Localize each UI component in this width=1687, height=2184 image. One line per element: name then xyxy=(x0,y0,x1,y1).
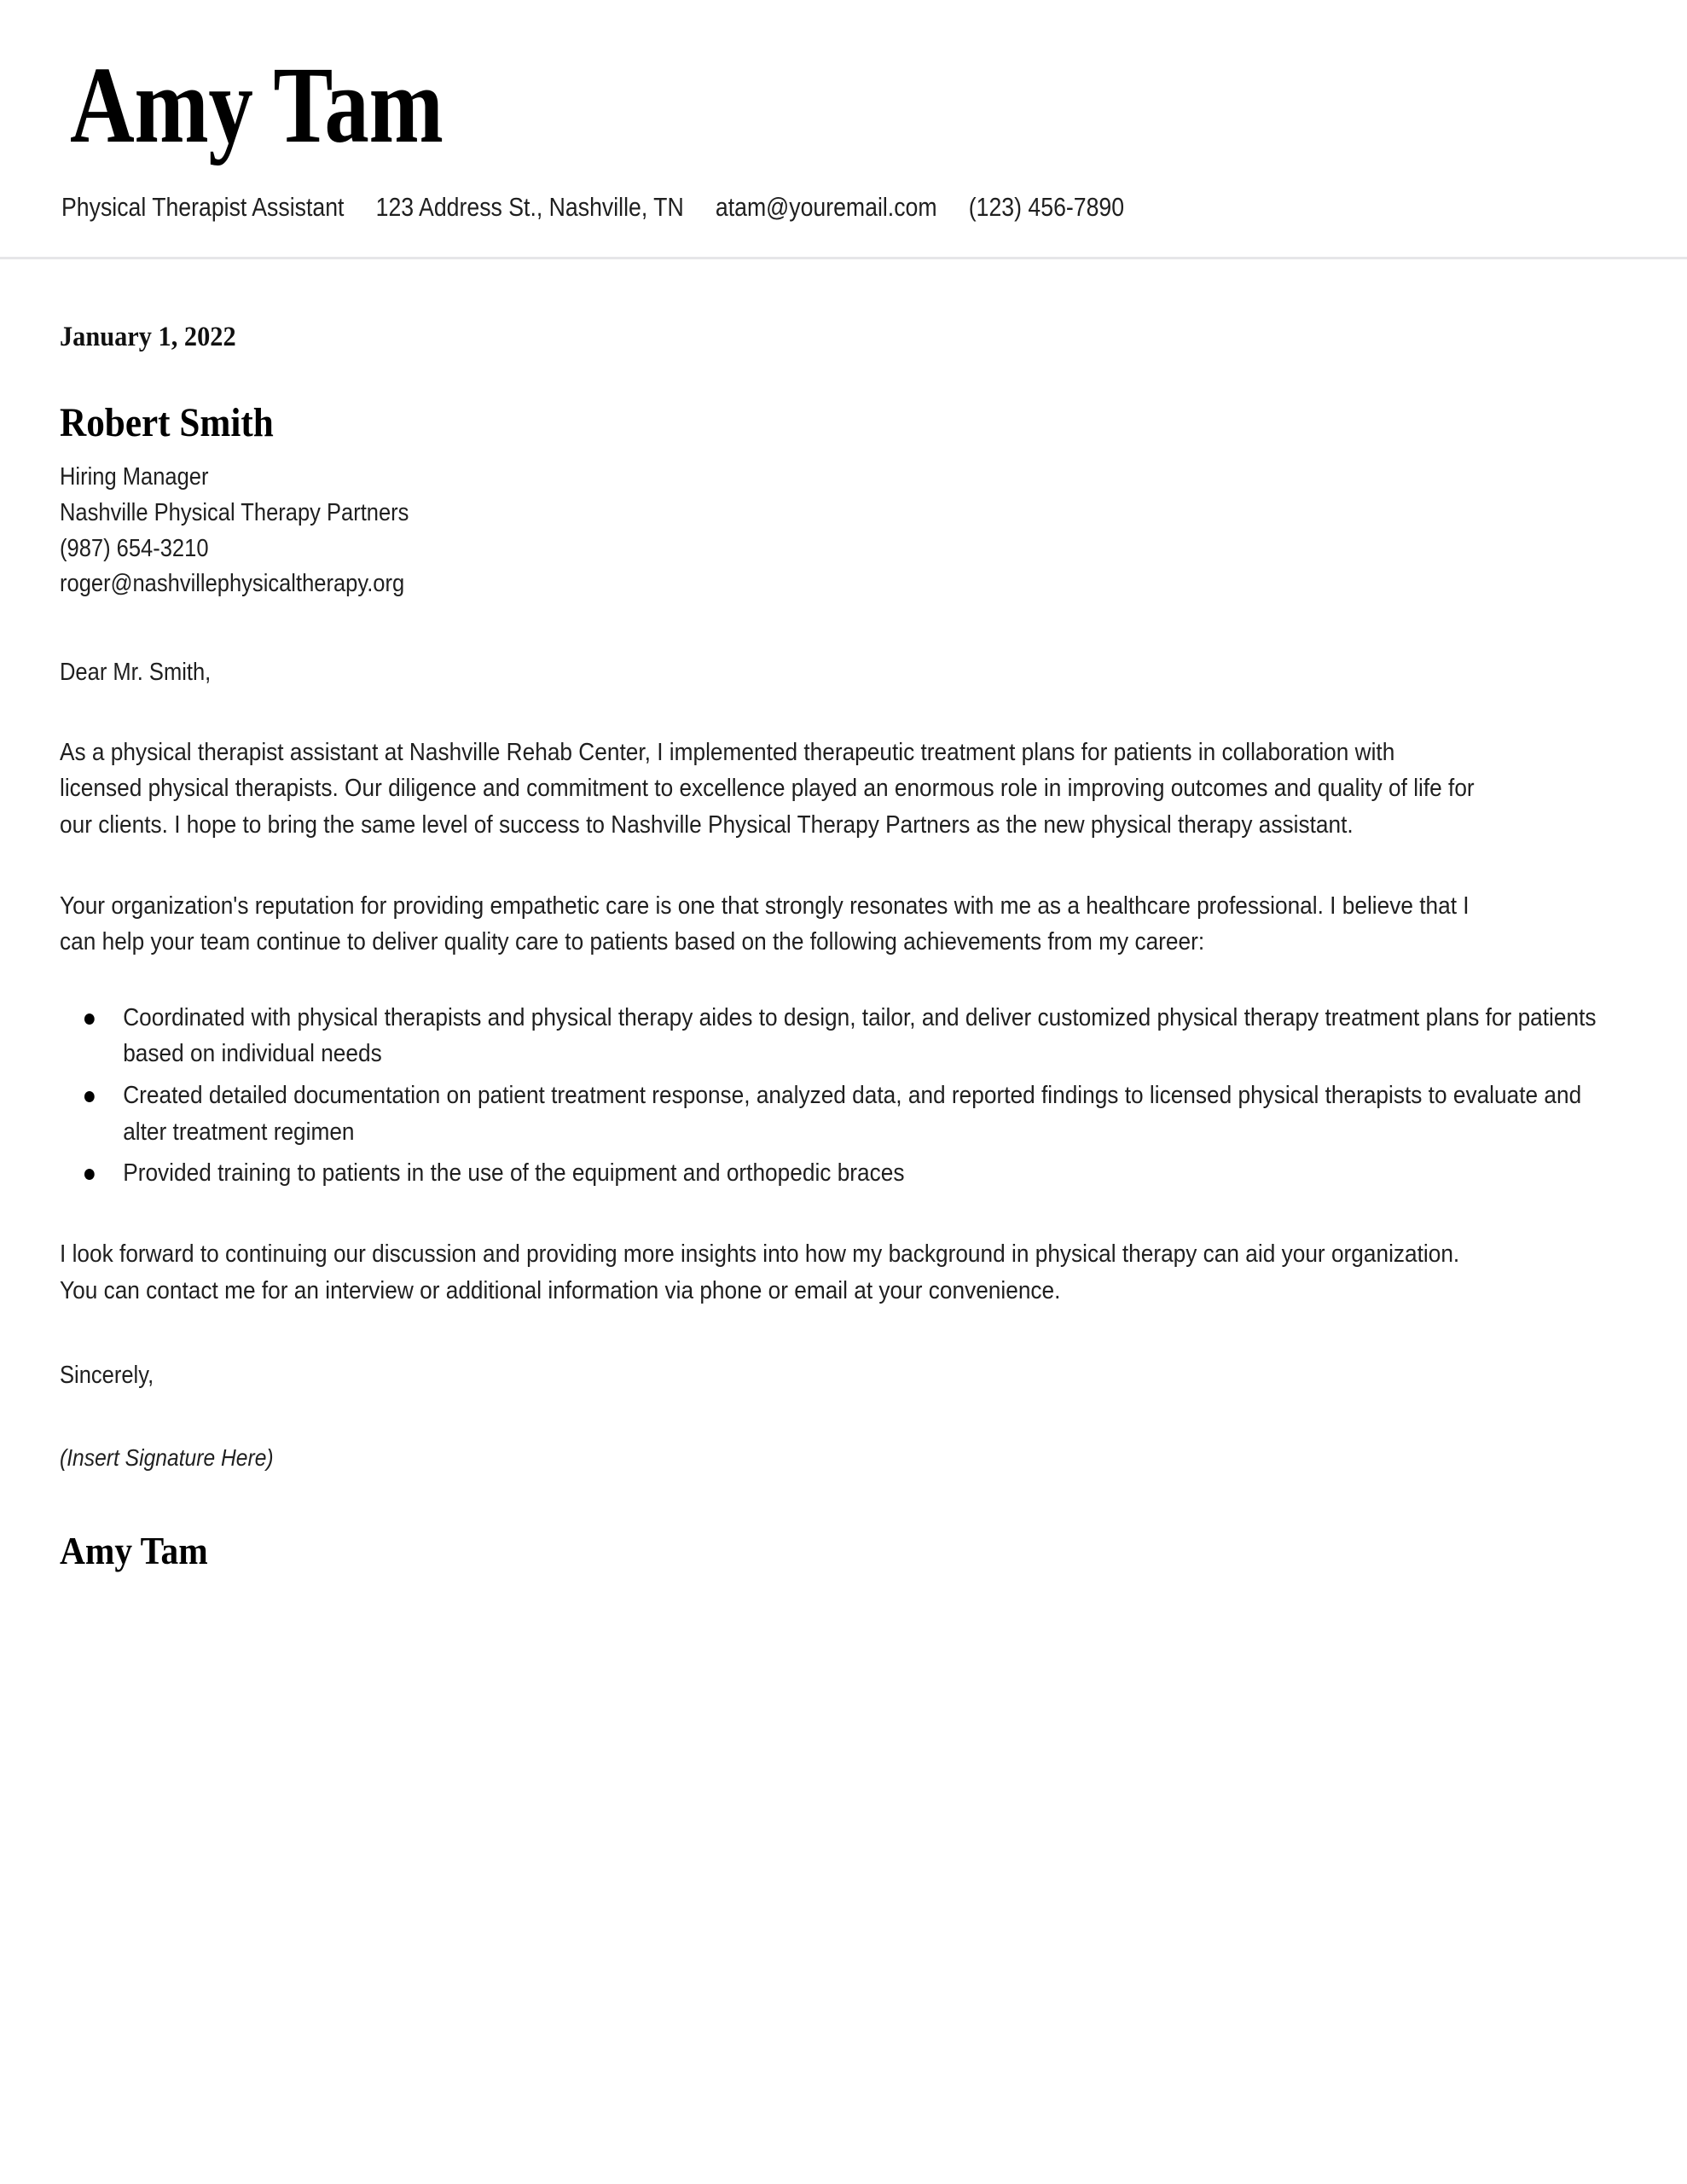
contact-address: 123 Address St., Nashville, TN xyxy=(375,191,684,222)
recipient-details xyxy=(60,460,1439,602)
list-item xyxy=(60,1077,1627,1150)
body-paragraph-2: Your organization's reputation for providing empathetic care is one that strongly resonates with me as a healthcare professional. I believe that I can help your team continue to deliver quality care to patients based on the following achievements from my career: xyxy=(60,892,1470,956)
body-paragraph-1: As a physical therapist assistant at Nashville Rehab Center, I implemented therapeutic treatment plans for patients in collaboration with licensed physical therapists. Our diligence and commitment to excellence played an enormous role in improving outcomes and quality of life for our clients. I hope to bring the same level of success to Nashville Physical Therapy Partners as the new physical therapy assistant. xyxy=(60,738,1475,839)
contact-line xyxy=(61,190,1408,224)
bullet-icon xyxy=(84,1169,95,1180)
signature-placeholder: (Insert Signature Here) xyxy=(60,1443,274,1471)
recipient-phone[interactable]: (987) 654-3210 xyxy=(60,534,209,562)
letter-date: January 1, 2022 xyxy=(60,321,236,352)
salutation: Dear Mr. Smith, xyxy=(60,659,212,687)
page-title: Amy Tam xyxy=(70,44,443,166)
sign-off: Sincerely, xyxy=(60,1362,154,1390)
recipient-email[interactable]: roger@nashvillephysicaltherapy.org xyxy=(60,570,405,598)
signature-name: Amy Tam xyxy=(60,1528,208,1572)
list-item xyxy=(60,1000,1627,1072)
contact-email[interactable]: atam@youremail.com xyxy=(715,191,937,222)
contact-job-title: Physical Therapist Assistant xyxy=(61,191,345,222)
bullet-icon xyxy=(84,1091,95,1102)
closing-paragraph: I look forward to continuing our discussion and providing more insights into how my background in physical therapy can aid your organization. You can contact me for an interview or additional information via phone or email at your convenience. xyxy=(60,1240,1460,1304)
list-item-text: Created detailed documentation on patient treatment response, analyzed data, and reported findings to licensed physical therapists to evaluate and alter treatment regimen xyxy=(123,1082,1582,1146)
recipient-title: Hiring Manager xyxy=(60,463,209,491)
list-item-text: Coordinated with physical therapists and physical therapy aides to design, tailor, and deliver customized physical therapy treatment plans for patients based on individual needs xyxy=(123,1003,1597,1068)
bullet-icon xyxy=(84,1014,95,1025)
letter-header xyxy=(0,0,1687,224)
recipient-company: Nashville Physical Therapy Partners xyxy=(60,498,409,526)
list-item-text: Provided training to patients in the use of the equipment and orthopedic braces xyxy=(123,1159,905,1188)
achievements-list xyxy=(60,1000,1627,1192)
contact-phone[interactable]: (123) 456-7890 xyxy=(968,191,1125,222)
header-divider xyxy=(0,257,1687,259)
list-item xyxy=(60,1155,1627,1192)
letter-body xyxy=(0,321,1687,1574)
recipient-name: Robert Smith xyxy=(60,400,274,446)
